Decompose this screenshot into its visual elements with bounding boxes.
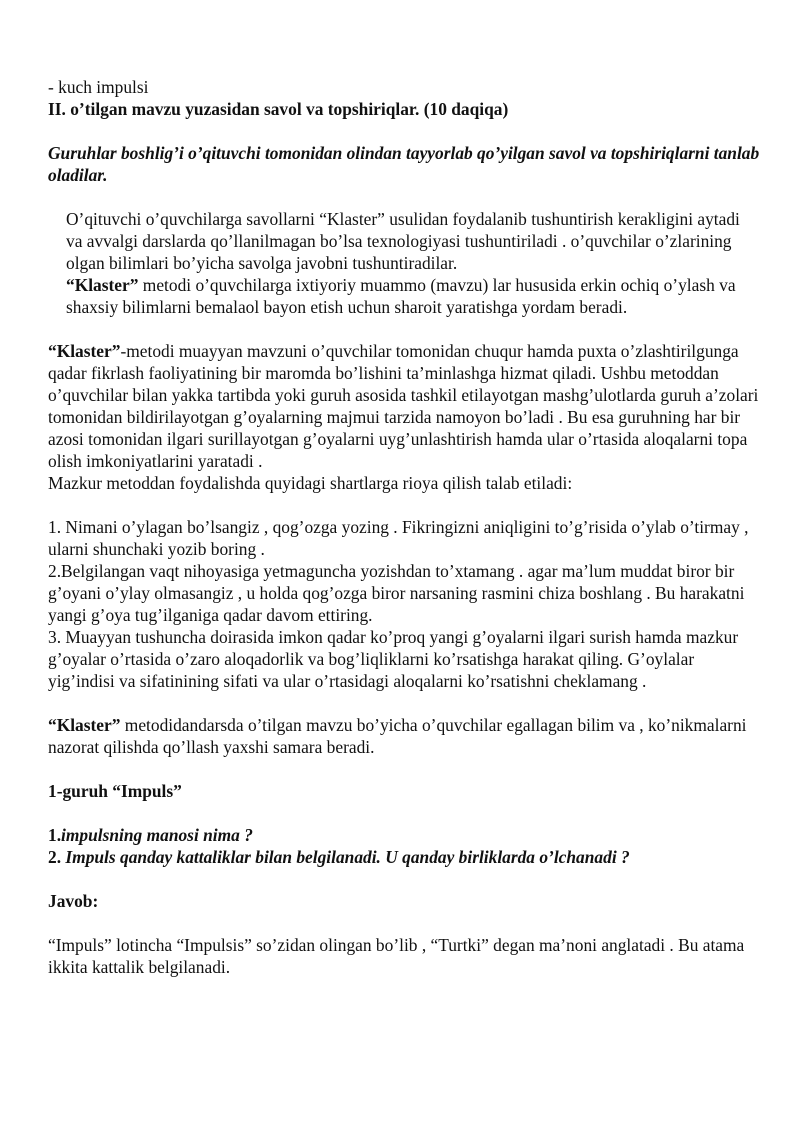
klaster-method-paragraph [48, 274, 760, 318]
question-2 [48, 846, 760, 868]
group-title: 1-guruh “Impuls” [48, 781, 182, 801]
question-1 [48, 824, 760, 846]
kuch-impulsi-line: - kuch impulsi [48, 77, 149, 97]
spacer [48, 758, 760, 780]
question-number: 1. [48, 825, 62, 845]
klaster-summary-text: metodidandarsda o’tilgan mavzu bo’yicha o’quvchilar egallagan bilim va , ko’nikmalarni nazorat qilishda qo’llash yaxshi samara beradi. [48, 715, 747, 757]
spacer [48, 912, 760, 934]
spacer [48, 692, 760, 714]
question-text: Impuls qanday kattaliklar bilan belgilanadi. U qanday birliklarda o’lchanadi ? [61, 847, 630, 867]
klaster-summary-paragraph [48, 714, 760, 758]
spacer [48, 868, 760, 890]
group-leaders-instruction: Guruhlar boshlig’i o’qituvchi tomonidan olindan tayyorlab qo’yilgan savol va topshiriqlarni tanlab oladilar. [48, 143, 760, 185]
rule-item-2: 2.Belgilangan vaqt nihoyasiga yetmaguncha yozishdan to’xtamang . agar ma’lum muddat biror bir g’oyani o’ylay olmasangiz , u holda qog’ozga biror narsaning rasmini chiza boshlang . Bu harakatni yangi g’oya tug’ilganiga qadar davom ettiring. [48, 561, 745, 625]
spacer [48, 802, 760, 824]
question-text: impulsning manosi nima ? [61, 825, 253, 845]
answer-label: Javob: [48, 891, 99, 911]
rule-item-1: 1. Nimani o’ylagan bo’lsangiz , qog’ozga yozing . Fikringizni aniqligini to’g’risida o’ylab o’tirmay , ularni shunchaki yozib boring . [48, 517, 749, 559]
question-number: 2. [48, 847, 62, 867]
spacer [48, 318, 760, 340]
teacher-paragraph: O’qituvchi o’quvchilarga savollarni “Klaster” usulidan foydalanib tushuntirish kerakligini aytadi va avvalgi darslarda qo’llanilmagan bo’lsa texnologiyasi tushuntiriladi . o’quvchilar o’zlarining olgan bilimlari bo’yicha savolga javobni tushuntiradilar. [66, 209, 740, 273]
klaster-description-paragraph [48, 340, 760, 472]
document-page [48, 76, 760, 978]
klaster-term: “Klaster” [66, 275, 139, 295]
klaster-description-text: -metodi muayyan mavzuni o’quvchilar tomonidan chuqur hamda puxta o’zlashtirilgunga qadar fikrlash faoliyatining bir maromda bo’lishini ta’minlashga hizmat qiladi. Ushbu metoddan o’quvchilar bilan yakka tartibda yoki guruh asosida tashkil etilayotgan mashg’ulotlarda guruh a’zolari tomonidan bildirilayotgan g’oyalarning majmui tarzida namoyon bo’ladi . Bu esa guruhning har bir azosi tomonidan ilgari surillayotgan g’oyalarni uyg’unlashtirish hamda ular o’rtasida aloqalarni topa olish imkoniyatlarini yaratadi . [48, 341, 759, 471]
klaster-term: “Klaster” [48, 341, 121, 361]
answer-paragraph: “Impuls” lotincha “Impulsis” so’zidan olingan bo’lib , “Turtki” degan ma’noni anglatadi . Bu atama ikkita kattalik belgilanadi. [48, 935, 745, 977]
spacer [48, 120, 760, 142]
klaster-term: “Klaster” [48, 715, 121, 735]
spacer [48, 186, 760, 208]
rule-item-3: 3. Muayyan tushuncha doirasida imkon qadar ko’proq yangi g’oyalarni ilgari surish hamda mazkur g’oyalar o’rtasida o’zaro aloqadorlik va bog’liqliklarni ko’rsatishga harakat qiling. G’oylalar yig’indisi va sifatinining sifati va ular o’rtasidagi aloqalarni ko’rsatishni cheklamang . [48, 627, 739, 691]
section-heading: II. o’tilgan mavzu yuzasidan savol va topshiriqlar. (10 daqiqa) [48, 99, 509, 119]
conditions-intro: Mazkur metoddan foydalishda quyidagi shartlarga rioya qilish talab etiladi: [48, 473, 573, 493]
klaster-method-text: metodi o’quvchilarga ixtiyoriy muammo (mavzu) lar hususida erkin ochiq o’ylash va shaxsiy bilimlarni bemalaol bayon etish uchun sharoit yaratishga yordam beradi. [66, 275, 736, 317]
spacer [48, 494, 760, 516]
